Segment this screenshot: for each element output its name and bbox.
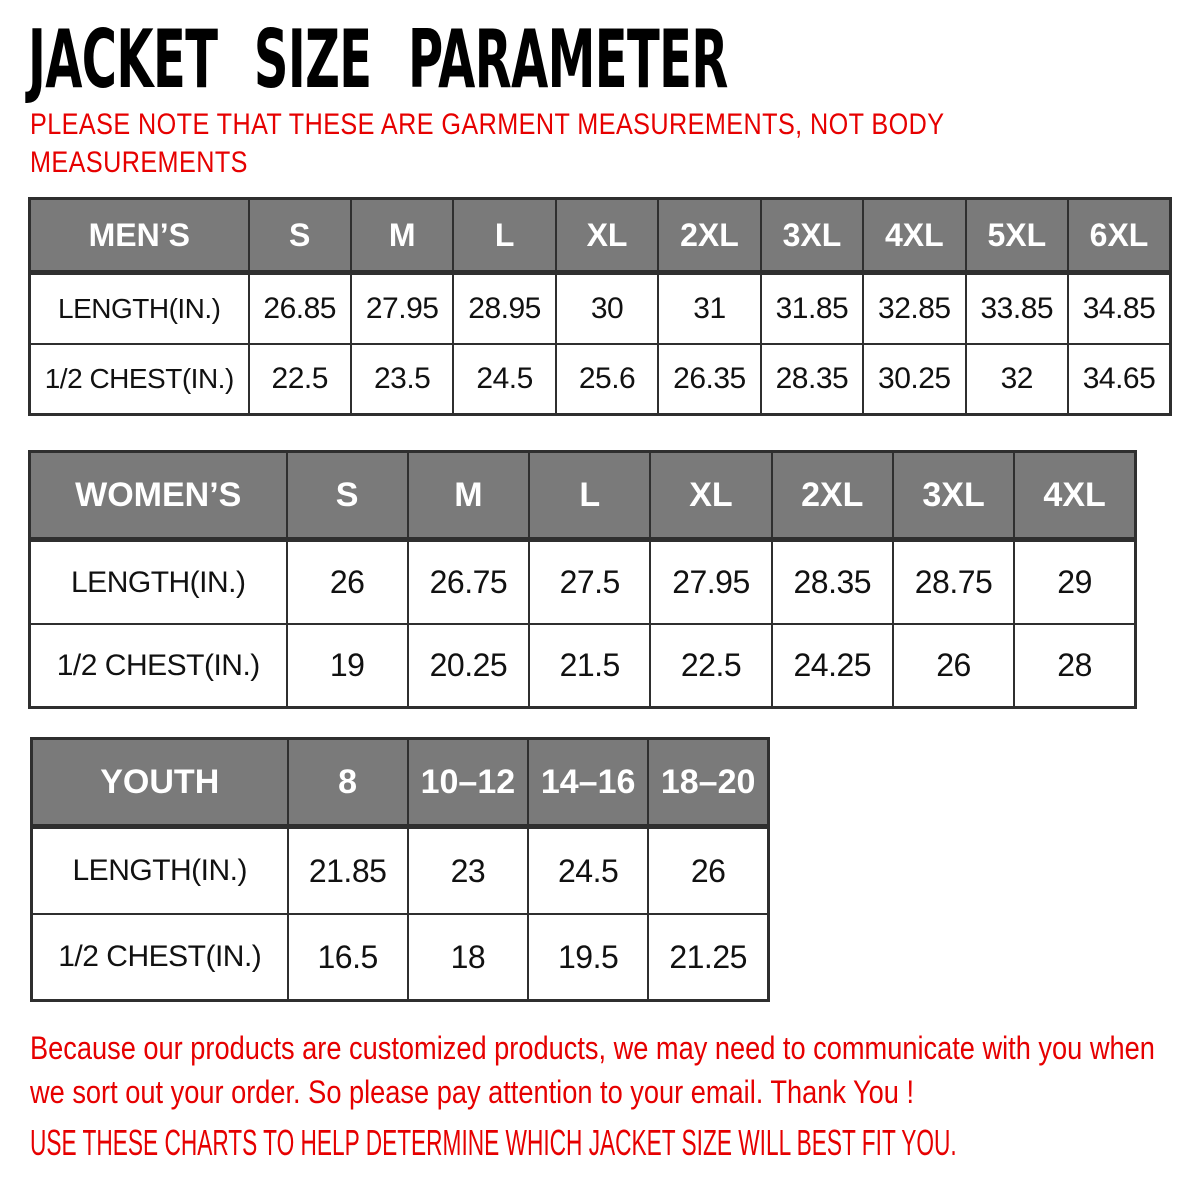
measurement-value: 16.5	[288, 914, 408, 1001]
measurement-value: 31.85	[761, 273, 863, 345]
mens-size-header: XL	[556, 199, 658, 273]
chart-usage-note: USE THESE CHARTS TO HELP DETERMINE WHICH JACKET SIZE WILL BEST FIT YOU.	[30, 1122, 957, 1163]
measurement-label: 1/2 CHEST(IN.)	[32, 914, 288, 1001]
measurement-value: 33.85	[966, 273, 1068, 345]
measurement-value: 28.35	[761, 344, 863, 415]
measurement-value: 27.95	[650, 540, 771, 625]
youth-table	[30, 737, 770, 1002]
measurement-value: 26	[893, 624, 1014, 708]
measurement-value: 25.6	[556, 344, 658, 415]
youth-header-row	[32, 739, 769, 827]
measurement-value: 21.25	[648, 914, 768, 1001]
womens-header-row	[30, 452, 1136, 540]
youth-size-header: 18–20	[648, 739, 768, 827]
mens-group-label: MEN’S	[30, 199, 249, 273]
mens-size-header: 4XL	[863, 199, 965, 273]
womens-size-header: 4XL	[1014, 452, 1135, 540]
measurement-value: 28.35	[772, 540, 893, 625]
measurement-value: 31	[658, 273, 760, 345]
mens-size-header: S	[249, 199, 351, 273]
youth-measurement-row	[32, 827, 769, 915]
youth-size-header: 10–12	[408, 739, 528, 827]
mens-measurement-row	[30, 344, 1171, 415]
measurement-value: 21.5	[529, 624, 650, 708]
measurement-label: LENGTH(IN.)	[32, 827, 288, 915]
measurement-value: 30	[556, 273, 658, 345]
womens-size-header: S	[287, 452, 408, 540]
measurement-value: 29	[1014, 540, 1135, 625]
womens-size-header: XL	[650, 452, 771, 540]
womens-size-header: M	[408, 452, 529, 540]
womens-size-header: 3XL	[893, 452, 1014, 540]
womens-table	[28, 450, 1137, 709]
page-title: JACKET SIZE PARAMETER	[28, 13, 728, 106]
customization-communication-note: Because our products are customized products, we may need to communicate with you when we sort out your order. So please pay attention to your email. Thank You !	[30, 1030, 1155, 1111]
measurement-label: 1/2 CHEST(IN.)	[30, 624, 287, 708]
measurement-value: 24.5	[528, 827, 648, 915]
mens-measurement-row	[30, 273, 1171, 345]
measurement-value: 34.85	[1068, 273, 1171, 345]
mens-header-row	[30, 199, 1171, 273]
measurement-value: 22.5	[249, 344, 351, 415]
mens-size-header: M	[351, 199, 453, 273]
womens-size-header: L	[529, 452, 650, 540]
measurement-value: 34.65	[1068, 344, 1171, 415]
measurement-value: 26.75	[408, 540, 529, 625]
mens-size-header: L	[453, 199, 555, 273]
measurement-value: 19	[287, 624, 408, 708]
measurement-value: 32.85	[863, 273, 965, 345]
womens-size-header: 2XL	[772, 452, 893, 540]
measurement-value: 24.5	[453, 344, 555, 415]
youth-size-header: 14–16	[528, 739, 648, 827]
mens-size-header: 6XL	[1068, 199, 1171, 273]
garment-measurement-note: PLEASE NOTE THAT THESE ARE GARMENT MEASUREMENTS, NOT BODY MEASUREMENTS	[30, 108, 945, 179]
measurement-value: 26	[648, 827, 768, 915]
mens-size-header: 5XL	[966, 199, 1068, 273]
measurement-value: 18	[408, 914, 528, 1001]
youth-group-label: YOUTH	[32, 739, 288, 827]
measurement-label: 1/2 CHEST(IN.)	[30, 344, 249, 415]
measurement-value: 27.95	[351, 273, 453, 345]
measurement-value: 26	[287, 540, 408, 625]
womens-size-table	[28, 450, 1137, 709]
measurement-value: 27.5	[529, 540, 650, 625]
measurement-value: 23.5	[351, 344, 453, 415]
measurement-value: 22.5	[650, 624, 771, 708]
measurement-value: 28.75	[893, 540, 1014, 625]
womens-measurement-row	[30, 540, 1136, 625]
mens-size-table	[28, 197, 1172, 416]
youth-size-table	[30, 737, 770, 1002]
measurement-value: 30.25	[863, 344, 965, 415]
youth-size-header: 8	[288, 739, 408, 827]
measurement-value: 19.5	[528, 914, 648, 1001]
measurement-value: 28.95	[453, 273, 555, 345]
measurement-value: 21.85	[288, 827, 408, 915]
measurement-value: 26.85	[249, 273, 351, 345]
mens-size-header: 3XL	[761, 199, 863, 273]
mens-size-header: 2XL	[658, 199, 760, 273]
measurement-label: LENGTH(IN.)	[30, 273, 249, 345]
mens-table	[28, 197, 1172, 416]
measurement-value: 28	[1014, 624, 1135, 708]
youth-measurement-row	[32, 914, 769, 1001]
measurement-value: 26.35	[658, 344, 760, 415]
measurement-value: 32	[966, 344, 1068, 415]
womens-measurement-row	[30, 624, 1136, 708]
measurement-value: 20.25	[408, 624, 529, 708]
measurement-value: 24.25	[772, 624, 893, 708]
womens-group-label: WOMEN’S	[30, 452, 287, 540]
measurement-value: 23	[408, 827, 528, 915]
measurement-label: LENGTH(IN.)	[30, 540, 287, 625]
